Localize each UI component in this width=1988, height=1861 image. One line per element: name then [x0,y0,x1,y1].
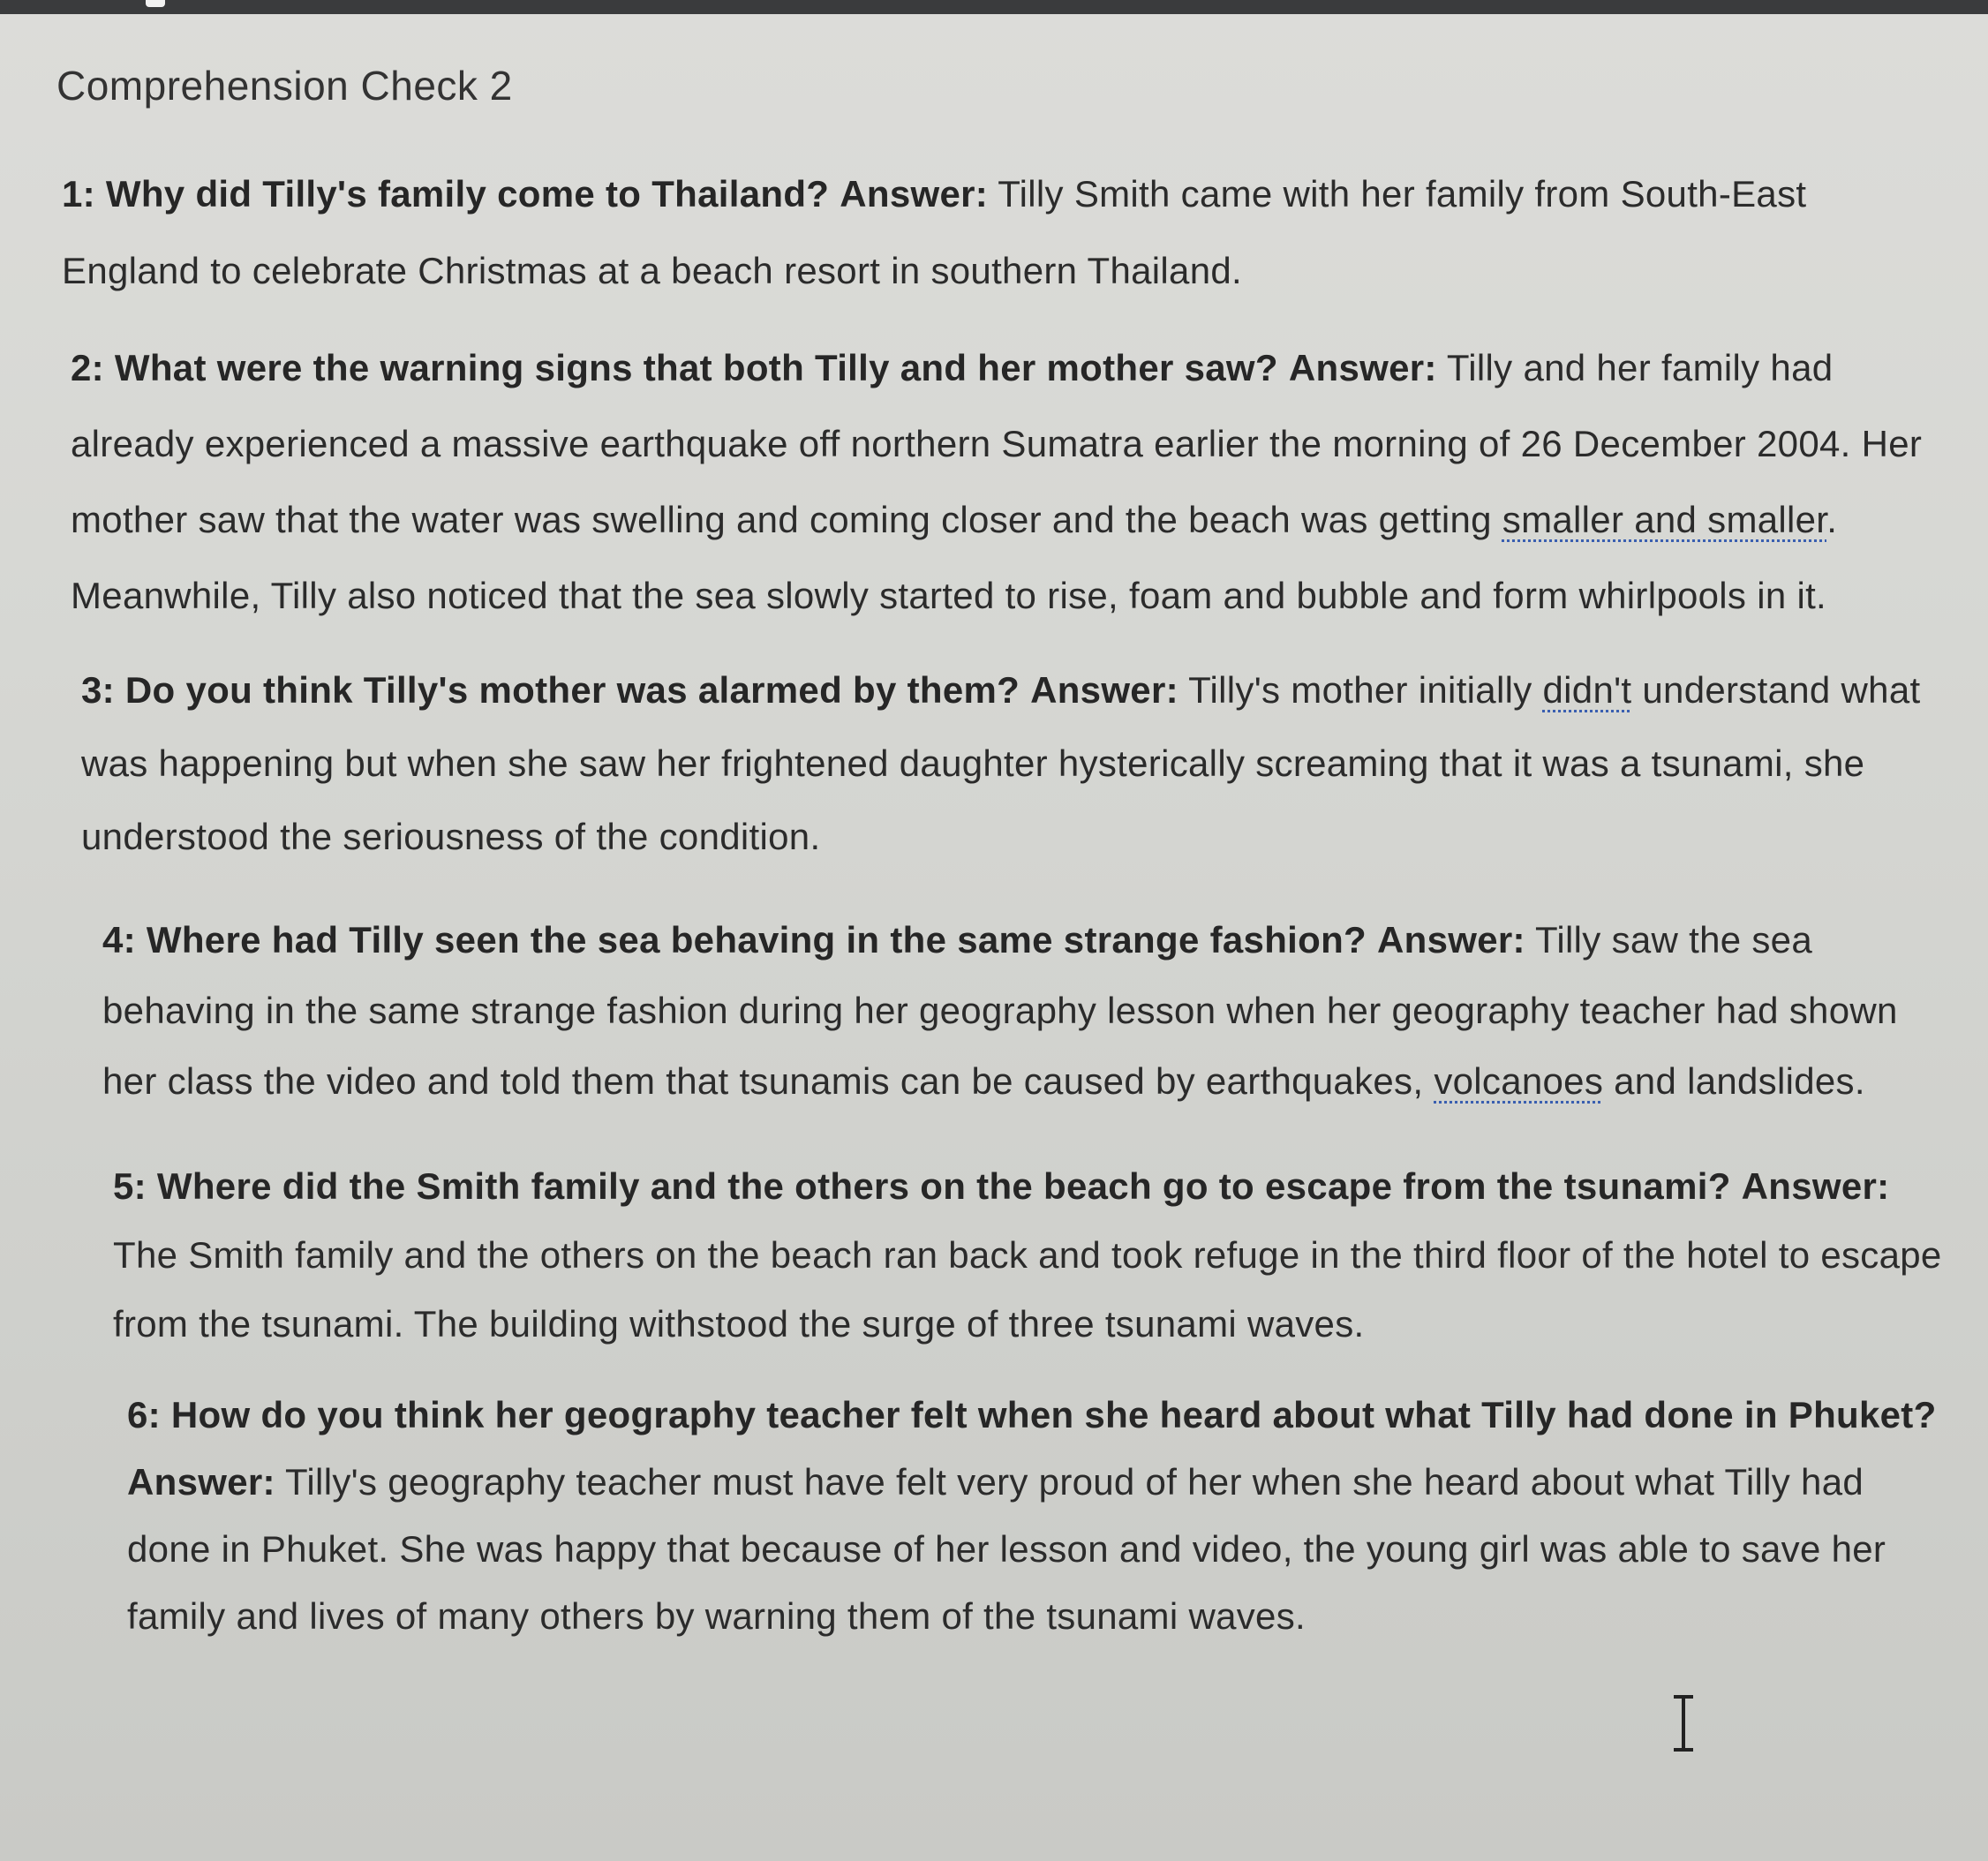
answer-5: The Smith family and the others on the beach ran back and took refuge in the third floor of the hotel to escape from the tsunami. The building withstood the surge of three tsunami waves. [113,1234,1942,1345]
answer-label-2: Answer: [1288,347,1437,388]
answer-4-part-1: Tilly saw the sea behaving in the same strange fashion during her geography lesson when her geography teacher had shown her class the video and told them that tsunamis can be caused by earthquakes, [102,919,1898,1102]
answer-label-5: Answer: [1741,1165,1890,1207]
answer-2-part-1: Tilly and her family had already experienced a massive earthquake off northern Sumatra earlier the morning of 26 December 2004. Her mother saw that the water was swelling and coming closer and the beach was getting [71,347,1923,540]
answer-label-6: Answer: [127,1461,275,1503]
answer-label-4: Answer: [1376,919,1525,961]
answer-2-part-2: . Meanwhile, Tilly also noticed that the sea slowly started to rise, foam and bubble and form whirlpools in it. [71,499,1838,616]
grammar-flag-4[interactable]: volcanoes [1434,1060,1604,1102]
document-body[interactable] [53,62,1942,1650]
question-item-3 [81,653,1935,873]
question-1: 1: Why did Tilly's family come to Thailand? [62,173,830,215]
answer-3-part-2: understand what was happening but when she saw her frightened daughter hysterically screaming that it was a tsunami, she understood the seriousness of the condition. [81,669,1921,857]
question-item-1 [62,155,1916,309]
grammar-flag-3[interactable]: didn't [1542,669,1632,711]
answer-label-3: Answer: [1030,669,1178,711]
window-tab-icon [146,0,165,7]
question-2: 2: What were the warning signs that both Tilly and her mother saw? [71,347,1278,388]
question-item-2 [71,330,1924,634]
answer-4-part-2: and landslides. [1614,1060,1865,1102]
page-title: Comprehension Check 2 [56,63,513,109]
grammar-flag-2[interactable]: smaller and smaller [1502,499,1827,540]
question-6: 6: How do you think her geography teacher felt when she heard about what Tilly had done in Phuket? [127,1394,1937,1435]
question-3: 3: Do you think Tilly's mother was alarmed by them? [81,669,1020,711]
answer-label-1: Answer: [840,173,989,215]
question-item-6 [127,1382,1946,1650]
answer-6: Tilly's geography teacher must have felt very proud of her when she heard about what Tilly had done in Phuket. She was happy that because of her lesson and video, the young girl was able to save her family and lives of many others by warning them of the tsunami waves. [127,1461,1886,1637]
question-item-5 [113,1152,1949,1359]
text-cursor-icon [1682,1695,1685,1752]
top-window-bar [0,0,1988,14]
question-5: 5: Where did the Smith family and the others on the beach go to escape from the tsunami? [113,1165,1731,1207]
question-4: 4: Where had Tilly seen the sea behaving in the same strange fashion? [102,919,1367,961]
question-item-4 [102,905,1947,1117]
answer-3-part-1: Tilly's mother initially [1188,669,1532,711]
answer-1: Tilly Smith came with her family from South-East England to celebrate Christmas at a beach resort in southern Thailand. [62,173,1807,291]
